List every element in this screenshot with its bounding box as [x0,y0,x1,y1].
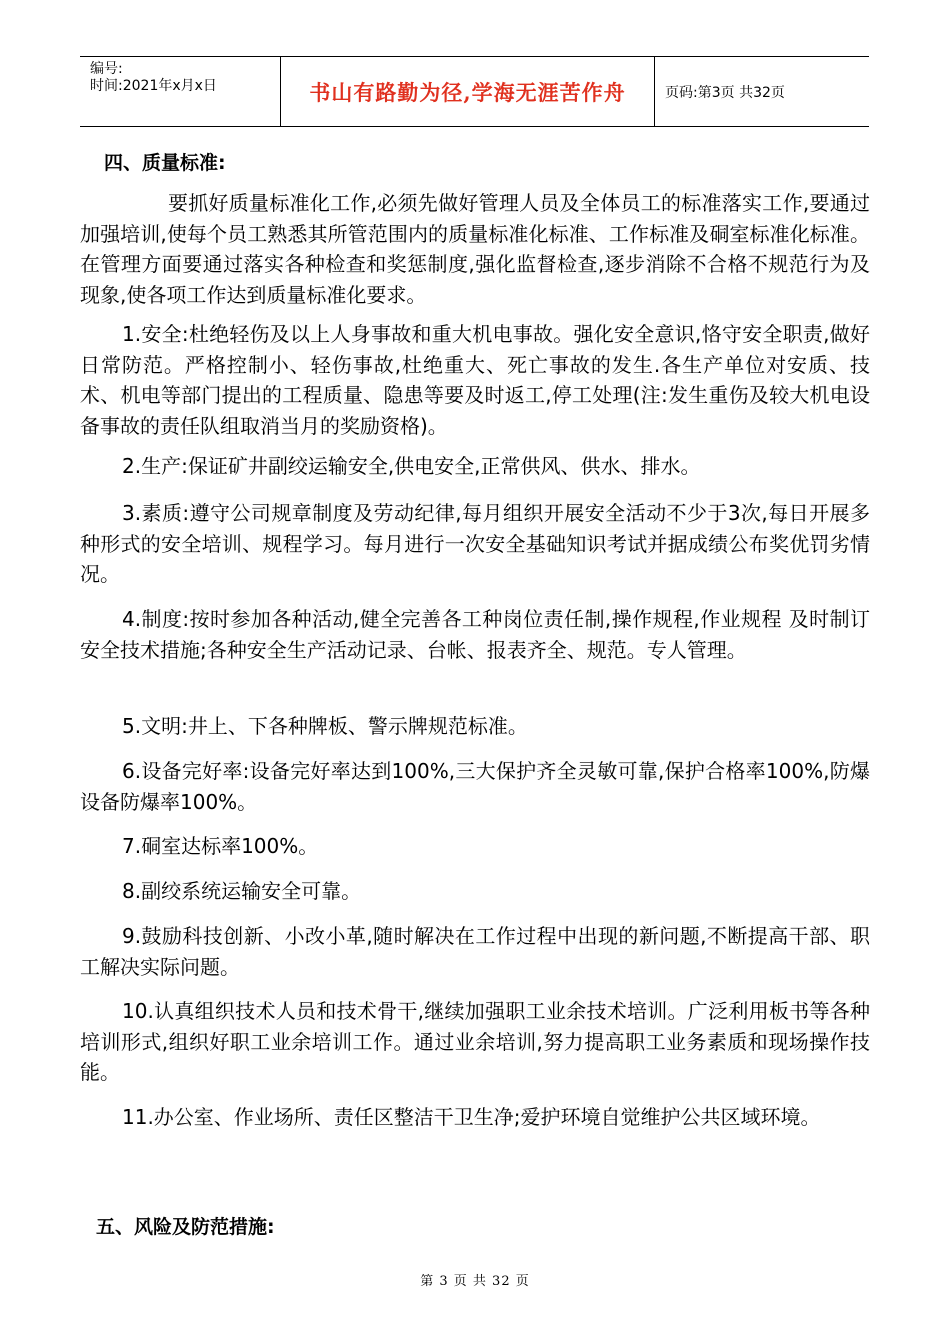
document-number-label: 编号: [90,61,123,77]
list-item: 5.文明:井上、下各种牌板、警示牌规范标准。 [122,714,528,738]
list-item: 2.生产:保证矿井副绞运输安全,供电安全,正常供风、供水、排水。 [122,454,701,478]
page-header [80,56,869,127]
header-motto-cell [281,57,655,126]
page-footer: 第 3 页 共 32 页 [420,1274,530,1289]
section-4-intro: 要抓好质量标准化工作,必须先做好管理人员及全体员工的标准落实工作,要通过加强培训,使每个员工熟悉其所管范围内的质量标准化标准、工作标准及硐室标准化标准。在管理方面要通过落实各种检查和奖惩制度,强化监督检查,逐步消除不合格不规范行为及现象,使各项工作达到质量标准化要求。 [80,191,870,307]
list-item: 4.制度:按时参加各种活动,健全完善各工种岗位责任制,操作规程,作业规程 及时制订安全技术措施;各种安全生产活动记录、台帐、报表齐全、规范。专人管理。 [80,607,870,662]
section-5-heading: 五、风险及防范措施: [96,1216,275,1238]
list-item: 1.安全:杜绝轻伤及以上人身事故和重大机电事故。强化安全意识,恪守安全职责,做好日常防范。严格控制小、轻伤事故,杜绝重大、死亡事故的发生.各生产单位对安质、技术、机电等部门提出的工程质量、隐患等要及时返工,停工处理(注:发生重伤及较大机电设备事故的责任队组取消当月的奖励资格)。 [80,322,870,438]
list-item: 10.认真组织技术人员和技术骨干,继续加强职工业余技术培训。广泛利用板书等各种培训形式,组织好职工业余培训工作。通过业余培训,努力提高职工业务素质和现场操作技能。 [80,999,870,1084]
header-motto: 书山有路勤为径,学海无涯苦作舟 [309,79,626,105]
header-page-info: 页码:第3页 共32页 [665,84,785,101]
document-date: 时间:2021年x月x日 [90,78,217,94]
list-item: 7.硐室达标率100%。 [122,834,319,858]
header-meta [80,57,281,126]
list-item: 8.副绞系统运输安全可靠。 [122,879,362,903]
list-item: 3.素质:遵守公司规章制度及劳动纪律,每月组织开展安全活动不少于3次,每日开展多种形式的安全培训、规程学习。每月进行一次安全基础知识考试并据成绩公布奖优罚劣情况。 [80,501,870,586]
list-item: 6.设备完好率:设备完好率达到100%,三大保护齐全灵敏可靠,保护合格率100%,防爆设备防爆率100%。 [80,759,870,814]
list-item: 11.办公室、作业场所、责任区整洁干卫生净;爱护环境自觉维护公共区域环境。 [122,1105,821,1129]
list-item: 9.鼓励科技创新、小改小革,随时解决在工作过程中出现的新问题,不断提高干部、职工解决实际问题。 [80,924,870,979]
section-4-heading: 四、质量标准: [104,152,226,174]
